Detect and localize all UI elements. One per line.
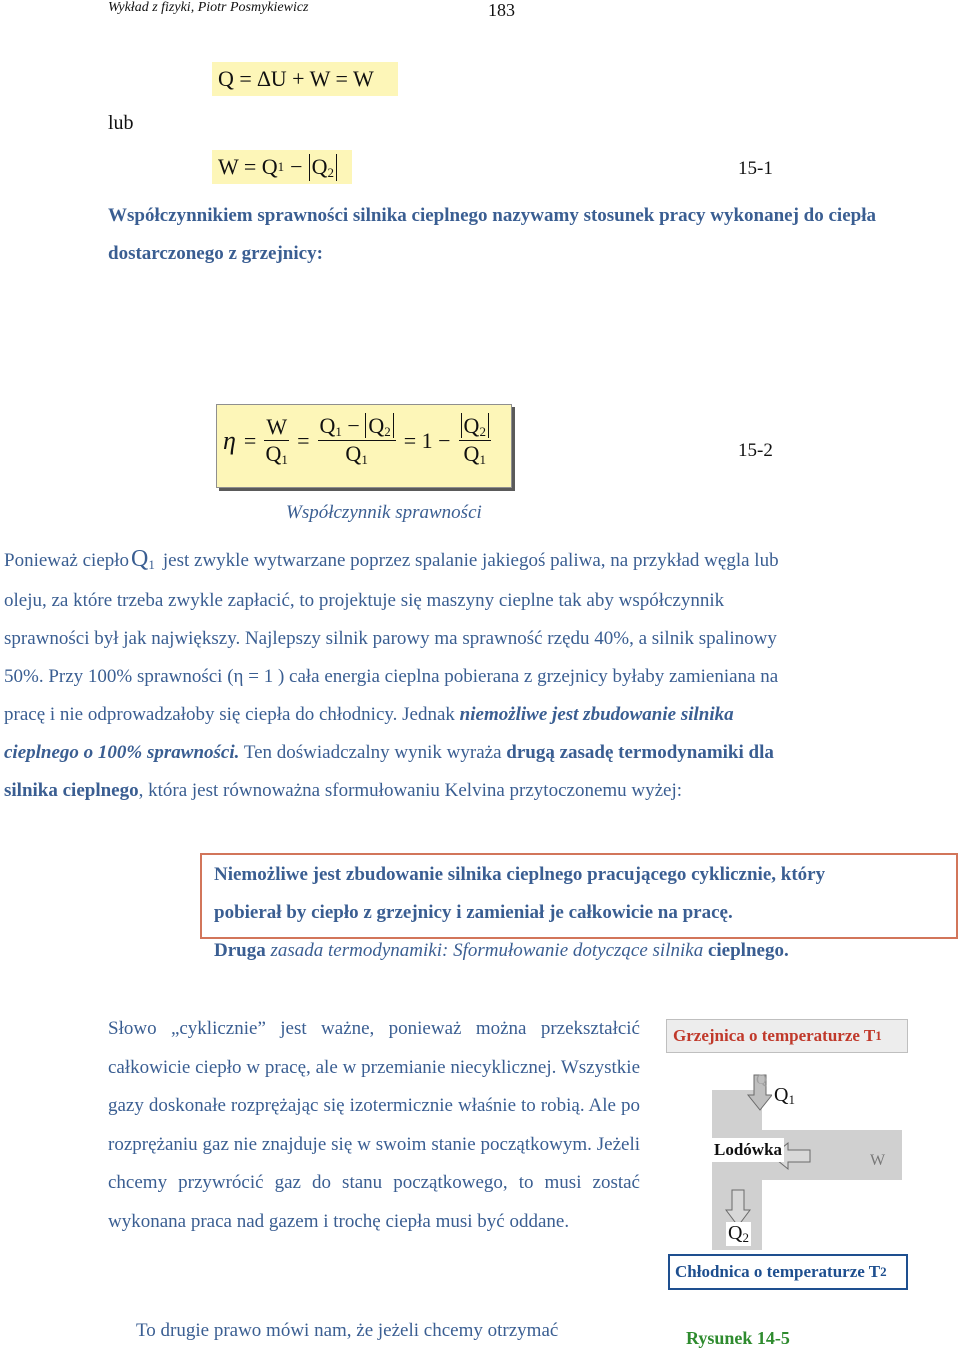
q1-text: Q — [774, 1084, 789, 1106]
second-law-statement — [214, 856, 948, 932]
figure-caption: Rysunek 14-5 — [686, 1328, 790, 1348]
efficiency-formula-box — [216, 404, 512, 488]
main-line-4: 50%. Przy 100% sprawności (η = 1 ) cała energia cieplna pobierana z grzejnicy byłaby zamieniana na — [4, 666, 779, 687]
eq2-q2: Q — [311, 153, 328, 179]
equation-number-15-1: 15-1 — [738, 158, 773, 179]
work-label: W — [870, 1152, 886, 1169]
main-line-7 — [4, 772, 954, 811]
law-line-2: pobierał by ciepło z grzejnicy i zamieniał je całkowicie na pracę. — [214, 902, 733, 923]
main-line-5b: Jednak — [402, 704, 455, 725]
main-line-2: oleju, za które trzeba zwykle zapłacić, to projektuje się maszyny cieplne tak aby współczynnik — [4, 590, 725, 611]
cyclic-paragraph: Słowo „cyklicznie” jest ważne, ponieważ można przekształcić całkowicie ciepło w pracę, ale w przemianie niecyklicznej. Wszystkie gazy doskonałe rozprężając się izotermicznie właśnie to robią. Ale po rozprężaniu gaz nie znajduje się w swoim stanie początkowym. Jeżeli chcemy przywrócić gaz do stanu początkowego, to musi zostać wykonana praca nad gazem i trochę ciepła musi być oddane. — [108, 1018, 640, 1232]
main-line-7b: , która jest równoważna sformułowaniu Kelvina przytoczonemu wyżej: — [138, 780, 683, 801]
main-line-1a: Ponieważ ciepło — [4, 550, 130, 571]
law-line-3c: cieplnego. — [707, 940, 789, 961]
frac-q1-minus-q2: $\frac{Q_1 - Q_2}{Q_1}$ — [318, 413, 396, 468]
efficiency-caption: Współczynnik sprawności — [286, 502, 482, 523]
main-line-1b: jest zwykle wytwarzane poprzez spalanie jakiegoś paliwa, na przykład węgla lub — [162, 550, 779, 571]
heater-text: Grzejnica o temperaturze T — [673, 1026, 876, 1045]
frac-q2-q1: $\frac{Q_2}{Q_1}$ — [459, 413, 491, 468]
main-line-5c: niemożliwe jest zbudowanie silnika — [459, 704, 734, 725]
efficiency-formula: η = $\frac{W}{Q_1}$ = $\frac{Q_1 - Q_2}{Q_1}$ = 1 − $\frac{Q_2}{Q_1}$ — [223, 413, 491, 468]
q-faint-label: Q — [756, 1072, 767, 1088]
main-line-5a: pracę i nie odprowadzałoby się ciepła do chłodnicy. — [4, 704, 398, 725]
cooler-sub: 2 — [880, 1264, 887, 1279]
frac-w-q1: $\frac{W}{Q_1}$ — [265, 413, 288, 467]
main-line-7a: silnika cieplnego — [4, 780, 139, 801]
fridge-label: Lodówka — [712, 1138, 784, 1162]
refrigerator-diagram — [660, 1050, 910, 1250]
word-lub: lub — [108, 112, 134, 134]
heater-sub: 1 — [875, 1028, 882, 1043]
second-law-title — [214, 932, 948, 970]
law-line-3b: zasada termodynamiki: Sformułowanie dotyczące silnika — [270, 940, 704, 961]
main-line-6 — [4, 734, 954, 773]
equation-work — [212, 150, 352, 184]
equation-number-15-2: 15-2 — [738, 440, 773, 461]
q2-text: Q — [728, 1222, 743, 1244]
q2-label — [726, 1222, 751, 1246]
page-number: 183 — [488, 0, 515, 20]
eq2-abs-q2 — [309, 154, 337, 181]
main-line-6b: Ten doświadczalny wynik wyraża — [243, 742, 502, 763]
cooler-text: Chłodnica o temperaturze T — [675, 1262, 881, 1281]
eq2-sub2: 2 — [327, 164, 334, 180]
heater-label — [666, 1019, 908, 1053]
law-line-1: Niemożliwe jest zbudowanie silnika cieplnego pracującego cyklicznie, który — [214, 864, 826, 885]
q1-sub: 1 — [788, 1092, 795, 1107]
running-header: Wykład z fizyki, Piotr Posmykiewicz — [108, 0, 309, 15]
eta-symbol: η — [223, 425, 236, 455]
last-line: To drugie prawo mówi nam, że jeżeli chcemy otrzymać — [136, 1320, 559, 1341]
q2-sub: 2 — [742, 1230, 749, 1245]
definition-paragraph: Współczynnikiem sprawności silnika cieplnego nazywamy stosunek pracy wykonanej do ciepła dostarczonego z grzejnicy: — [108, 205, 876, 264]
q1-label — [772, 1084, 797, 1108]
equation-first-law: Q = ∆U + W = W — [212, 62, 398, 96]
main-line-3: sprawności był jak największy. Najlepszy silnik parowy ma sprawność rzędu 40%, a silnik spalinowy — [4, 628, 777, 649]
q1-symbol: $Q_1$ — [131, 546, 155, 572]
main-line-6c: drugą zasadę termodynamiki dla — [506, 742, 774, 763]
cooler-label — [668, 1254, 908, 1290]
eq2-left: W = Q — [218, 154, 278, 179]
main-line-5 — [4, 696, 954, 735]
main-line-1 — [4, 540, 954, 585]
eq2-sub1: 1 — [277, 159, 285, 174]
eq2-minus: − — [290, 154, 303, 179]
law-line-3a: Druga — [214, 940, 266, 961]
main-line-6a: cieplnego o 100% sprawności. — [4, 742, 240, 763]
